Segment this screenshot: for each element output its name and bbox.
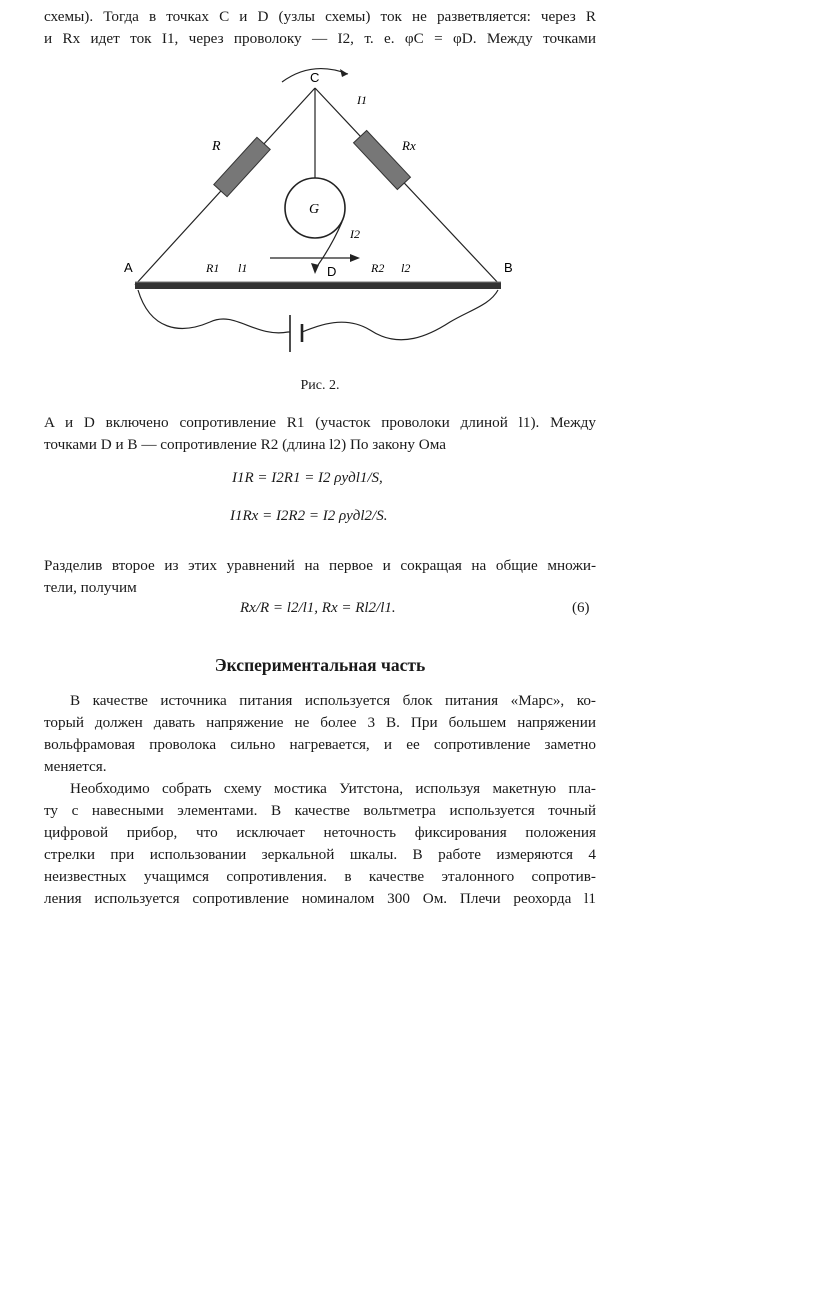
text-line: стрелки при использовании зеркальной шкалы. В работе измеряются 4 — [44, 846, 596, 863]
text-line: Необходимо собрать схему мостика Уитстона, используя макетную пла- — [70, 780, 596, 797]
text-line: торый должен давать напряжение не более 3 В. При большем напряжении — [44, 714, 596, 731]
label-l2: l2 — [401, 261, 411, 275]
label-i1: I1 — [357, 93, 367, 107]
label-g: G — [309, 202, 320, 217]
label-b: B — [504, 260, 513, 275]
equation-number: (6) — [572, 600, 590, 616]
resistor-r — [214, 137, 270, 196]
label-r: R — [212, 139, 221, 154]
label-rx: Rx — [402, 138, 416, 153]
equation-3: Rx/R = l2/l1, Rx = Rl2/l1. — [240, 600, 396, 616]
text-line: В качестве источника питания используется блок питания «Марс», ко- — [70, 692, 596, 709]
section-heading: Экспериментальная часть — [214, 655, 426, 675]
text-line: и Rx идет ток I1, через проволоку — I2, т. е. φC = φD. Между точками — [44, 30, 596, 47]
equation-1: I1R = I2R1 = I2 ρудl1/S, — [232, 470, 383, 486]
text-line: тели, получим — [44, 579, 137, 596]
text-line: схемы). Тогда в точках C и D (узлы схемы) ток не разветвляется: через R — [44, 8, 596, 25]
label-r2: R2 — [371, 261, 385, 275]
slide-wire — [135, 282, 501, 289]
label-a: A — [124, 260, 133, 275]
figure-caption: Рис. 2. — [300, 378, 340, 393]
text-line: A и D включено сопротивление R1 (участок проволоки длиной l1). Между — [44, 414, 596, 431]
text-line: ления используется сопротивление номиналом 300 Ом. Плечи реохорда l1 — [44, 890, 596, 907]
text-line: вольфрамовая проволока сильно нагревается, и ее сопротивление заметно — [44, 736, 596, 753]
text-line: точками D и B — сопротивление R2 (длина l2) По закону Ома — [44, 436, 446, 453]
label-i2: I2 — [350, 227, 360, 241]
label-l1: l1 — [238, 261, 248, 275]
text-line: неизвестных учащимся сопротивления. в качестве эталонного сопротив- — [44, 868, 596, 885]
text-line: ту с навесными элементами. В качестве вольтметра используется точный — [44, 802, 596, 819]
wheatstone-bridge-figure — [120, 60, 520, 370]
label-d: D — [327, 264, 337, 279]
text-line: меняется. — [44, 758, 107, 775]
label-c: C — [310, 70, 320, 85]
label-r1: R1 — [206, 261, 220, 275]
text-line: цифровой прибор, что исключает неточность фиксирования положения — [44, 824, 596, 841]
equation-2: I1Rx = I2R2 = I2 ρудl2/S. — [230, 508, 388, 524]
text-line: Разделив второе из этих уравнений на первое и сокращая на общие множи- — [44, 557, 596, 574]
